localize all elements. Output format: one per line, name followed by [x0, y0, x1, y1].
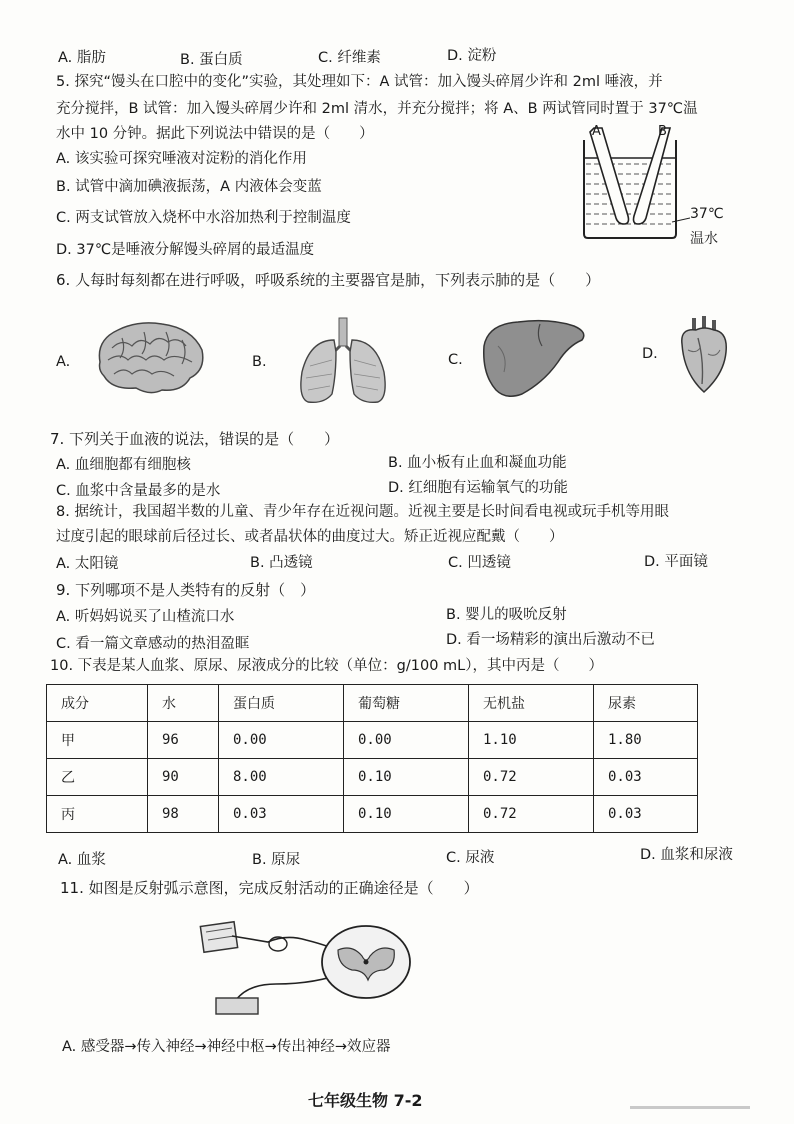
table-cell: 0.03	[219, 796, 344, 833]
table-cell: 乙	[47, 759, 148, 796]
q4-option-a: A. 脂肪	[58, 50, 106, 66]
table-header: 尿素	[594, 685, 698, 722]
table-cell: 98	[148, 796, 219, 833]
table-cell: 96	[148, 722, 219, 759]
page-footer: 七年级生物 7-2	[308, 1091, 423, 1110]
q7-option-d: D. 红细胞有运输氧气的功能	[388, 480, 568, 496]
table-cell: 1.10	[469, 722, 594, 759]
q5-option-b: B. 试管中滴加碘液振荡，A 内液体会变蓝	[56, 179, 322, 195]
heart-icon	[674, 314, 732, 400]
q5-stem-line-2: 充分搅拌，B 试管：加入馒头碎屑少许和 2ml 清水，并充分搅拌；将 A、B 两试管同时置于 37℃温	[56, 101, 698, 117]
q9-option-b: B. 婴儿的吸吮反射	[446, 607, 567, 623]
table-cell: 0.10	[344, 759, 469, 796]
q11-stem: 11. 如图是反射弧示意图，完成反射活动的正确途径是（ ）	[60, 879, 479, 897]
q7-option-b: B. 血小板有止血和凝血功能	[388, 455, 567, 471]
table-header: 成分	[47, 685, 148, 722]
table-cell: 0.10	[344, 796, 469, 833]
table-cell: 0.00	[219, 722, 344, 759]
q6-label-a: A.	[56, 354, 71, 370]
q7-stem: 7. 下列关于血液的说法，错误的是（ ）	[50, 430, 340, 448]
q8-stem-line-1: 8. 据统计，我国超半数的儿童、青少年存在近视问题。近视主要是长时间看电视或玩手机等用眼	[56, 504, 669, 520]
temp-label: 37℃	[690, 206, 724, 222]
q5-option-d: D. 37℃是唾液分解馒头碎屑的最适温度	[56, 242, 315, 258]
q11-option-a: A. 感受器→传入神经→神经中枢→传出神经→效应器	[62, 1039, 391, 1055]
q8-option-c: C. 凹透镜	[448, 555, 511, 571]
table-cell: 0.03	[594, 759, 698, 796]
table-row	[47, 796, 698, 833]
table-cell: 甲	[47, 722, 148, 759]
composition-table	[46, 684, 698, 833]
q9-option-c: C. 看一篇文章感动的热泪盈眶	[56, 636, 250, 652]
q4-option-c: C. 纤维素	[318, 50, 381, 66]
beaker-figure	[572, 124, 732, 250]
liver-icon	[478, 316, 590, 406]
q9-option-d: D. 看一场精彩的演出后激动不已	[446, 632, 655, 648]
lungs-icon	[296, 316, 390, 410]
table-cell: 8.00	[219, 759, 344, 796]
q4-option-d: D. 淀粉	[447, 48, 497, 64]
q7-option-a: A. 血细胞都有细胞核	[56, 457, 191, 473]
q8-option-a: A. 太阳镜	[56, 556, 119, 572]
table-header: 无机盐	[469, 685, 594, 722]
water-label: 温水	[690, 231, 718, 247]
table-cell: 0.00	[344, 722, 469, 759]
q8-option-d: D. 平面镜	[644, 554, 708, 570]
table-header: 葡萄糖	[344, 685, 469, 722]
table-cell: 0.72	[469, 796, 594, 833]
table-cell: 丙	[47, 796, 148, 833]
q5-stem-line-3: 水中 10 分钟。据此下列说法中错误的是（ ）	[56, 126, 374, 142]
q5-option-c: C. 两支试管放入烧杯中水浴加热利于控制温度	[56, 210, 351, 226]
q9-stem: 9. 下列哪项不是人类特有的反射（ ）	[56, 581, 316, 599]
scan-edge-shadow	[630, 1106, 750, 1109]
q9-option-a: A. 听妈妈说买了山楂流口水	[56, 609, 235, 625]
q6-label-c: C.	[448, 352, 463, 368]
q8-option-b: B. 凸透镜	[250, 555, 313, 571]
q10-option-d: D. 血浆和尿液	[640, 847, 733, 863]
tube-b-label: B	[658, 124, 667, 139]
reflex-arc-figure	[196, 914, 446, 1030]
tube-a-label: A	[592, 124, 601, 139]
q8-stem-line-2: 过度引起的眼球前后径过长、或者晶状体的曲度过大。矫正近视应配戴（ ）	[56, 529, 564, 545]
table-header-row	[47, 685, 698, 722]
q6-label-b: B.	[252, 354, 267, 370]
table-row	[47, 722, 698, 759]
q4-option-b: B. 蛋白质	[180, 52, 243, 68]
table-header: 水	[148, 685, 219, 722]
q5-option-a: A. 该实验可探究唾液对淀粉的消化作用	[56, 151, 307, 167]
table-row	[47, 759, 698, 796]
table-cell: 0.03	[594, 796, 698, 833]
q10-option-b: B. 原尿	[252, 852, 301, 868]
table-cell: 0.72	[469, 759, 594, 796]
q10-option-a: A. 血浆	[58, 852, 106, 868]
table-cell: 1.80	[594, 722, 698, 759]
q5-stem-line-1: 5. 探究“馒头在口腔中的变化”实验，其处理如下：A 试管：加入馒头碎屑少许和 2ml 唾液，并	[56, 74, 663, 90]
q6-label-d: D.	[642, 346, 658, 362]
table-cell: 90	[148, 759, 219, 796]
brain-icon	[92, 318, 208, 402]
table-header: 蛋白质	[219, 685, 344, 722]
q10-stem: 10. 下表是某人血浆、原尿、尿液成分的比较（单位：g/100 mL），其中丙是（ ）	[50, 658, 603, 674]
q6-stem: 6. 人每时每刻都在进行呼吸，呼吸系统的主要器官是肺，下列表示肺的是（ ）	[56, 271, 601, 289]
q7-option-c: C. 血浆中含量最多的是水	[56, 483, 221, 499]
q10-option-c: C. 尿液	[446, 850, 495, 866]
